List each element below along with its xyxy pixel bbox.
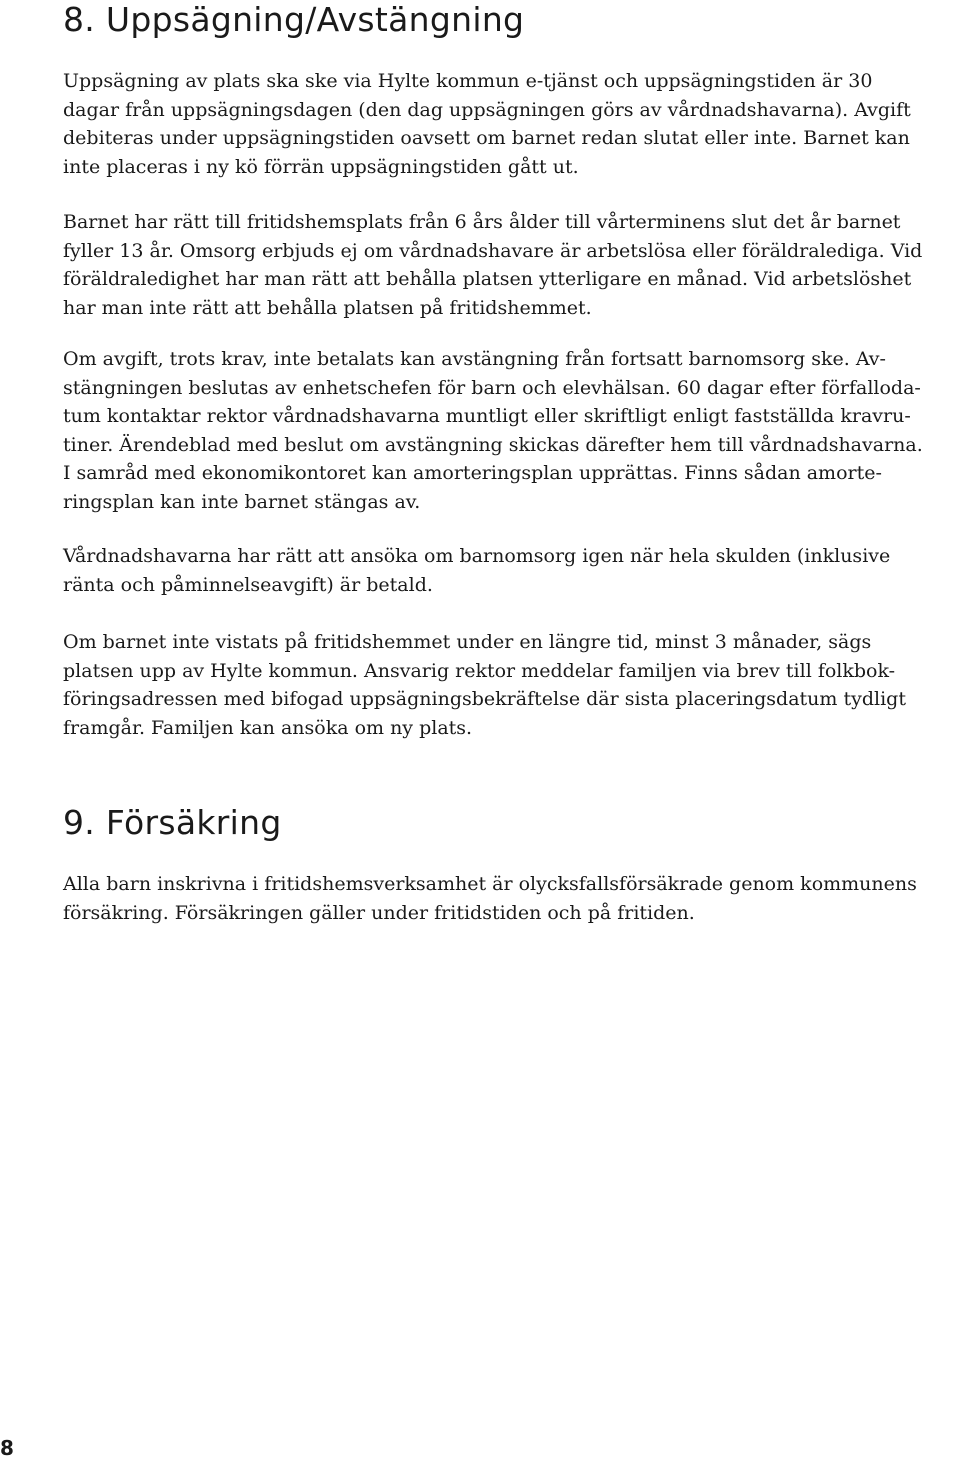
text-line: tum kontaktar rektor vårdnadshavarna muntligt eller skriftligt enligt fastställda kravru- bbox=[63, 405, 911, 428]
section-9-heading: 9. Försäkring bbox=[63, 803, 282, 842]
text-line: ränta och påminnelseavgift) är betald. bbox=[63, 573, 433, 596]
text-line: I samråd med ekonomikontoret kan amorteringsplan upprättas. Finns sådan amorte- bbox=[63, 462, 882, 485]
text-line: dagar från uppsägningsdagen (den dag uppsägningen görs av vårdnadshavarna). Avgift bbox=[63, 98, 911, 121]
text-line: fyller 13 år. Omsorg erbjuds ej om vårdnadshavare är arbetslösa eller föräldralediga. Vid bbox=[63, 239, 923, 262]
text-line: föräldraledighet har man rätt att behålla platsen ytterligare en månad. Vid arbetslöshet bbox=[63, 268, 912, 291]
section-9-paragraph-1 bbox=[63, 870, 917, 927]
text-line: ringsplan kan inte barnet stängas av. bbox=[63, 490, 421, 513]
text-line: föringsadressen med bifogad uppsägningsbekräftelse där sista placeringsdatum tydligt bbox=[63, 688, 906, 711]
page-number: 8 bbox=[0, 1436, 14, 1460]
text-line: stängningen beslutas av enhetschefen för barn och elevhälsan. 60 dagar efter förfalloda- bbox=[63, 376, 921, 399]
text-line: platsen upp av Hylte kommun. Ansvarig rektor meddelar familjen via brev till folkbok- bbox=[63, 659, 896, 682]
text-line: framgår. Familjen kan ansöka om ny plats. bbox=[63, 716, 473, 739]
section-8-paragraph-3 bbox=[63, 345, 923, 517]
section-8-paragraph-5 bbox=[63, 628, 906, 742]
text-line: Alla barn inskrivna i fritidshemsverksamhet är olycksfallsförsäkrade genom kommunens bbox=[63, 873, 917, 895]
text-line: debiteras under uppsägningstiden oavsett om barnet redan slutat eller inte. Barnet kan bbox=[63, 127, 910, 150]
section-8-heading: 8. Uppsägning/Avstängning bbox=[63, 0, 525, 39]
text-line: Barnet har rätt till fritidshemsplats från 6 års ålder till vårterminens slut det år barnet bbox=[63, 211, 901, 233]
text-line: Om barnet inte vistats på fritidshemmet under en längre tid, minst 3 månader, sägs bbox=[63, 631, 872, 653]
text-line: har man inte rätt att behålla platsen på fritidshemmet. bbox=[63, 296, 592, 319]
section-8-paragraph-2 bbox=[63, 208, 922, 322]
text-line: Om avgift, trots krav, inte betalats kan avstängning från fortsatt barnomsorg ske. Av- bbox=[63, 348, 886, 370]
section-8-paragraph-4 bbox=[63, 542, 890, 599]
text-line: Uppsägning av plats ska ske via Hylte kommun e-tjänst och uppsägningstiden är 30 bbox=[63, 70, 873, 92]
text-line: tiner. Ärendeblad med beslut om avstängning skickas därefter hem till vårdnadshavarna. bbox=[63, 433, 923, 456]
text-line: inte placeras i ny kö förrän uppsägningstiden gått ut. bbox=[63, 155, 579, 178]
text-line: Vårdnadshavarna har rätt att ansöka om barnomsorg igen när hela skulden (inklusive bbox=[63, 545, 891, 567]
section-8-paragraph-1 bbox=[63, 67, 911, 181]
text-line: försäkring. Försäkringen gäller under fritidstiden och på fritiden. bbox=[63, 901, 695, 924]
